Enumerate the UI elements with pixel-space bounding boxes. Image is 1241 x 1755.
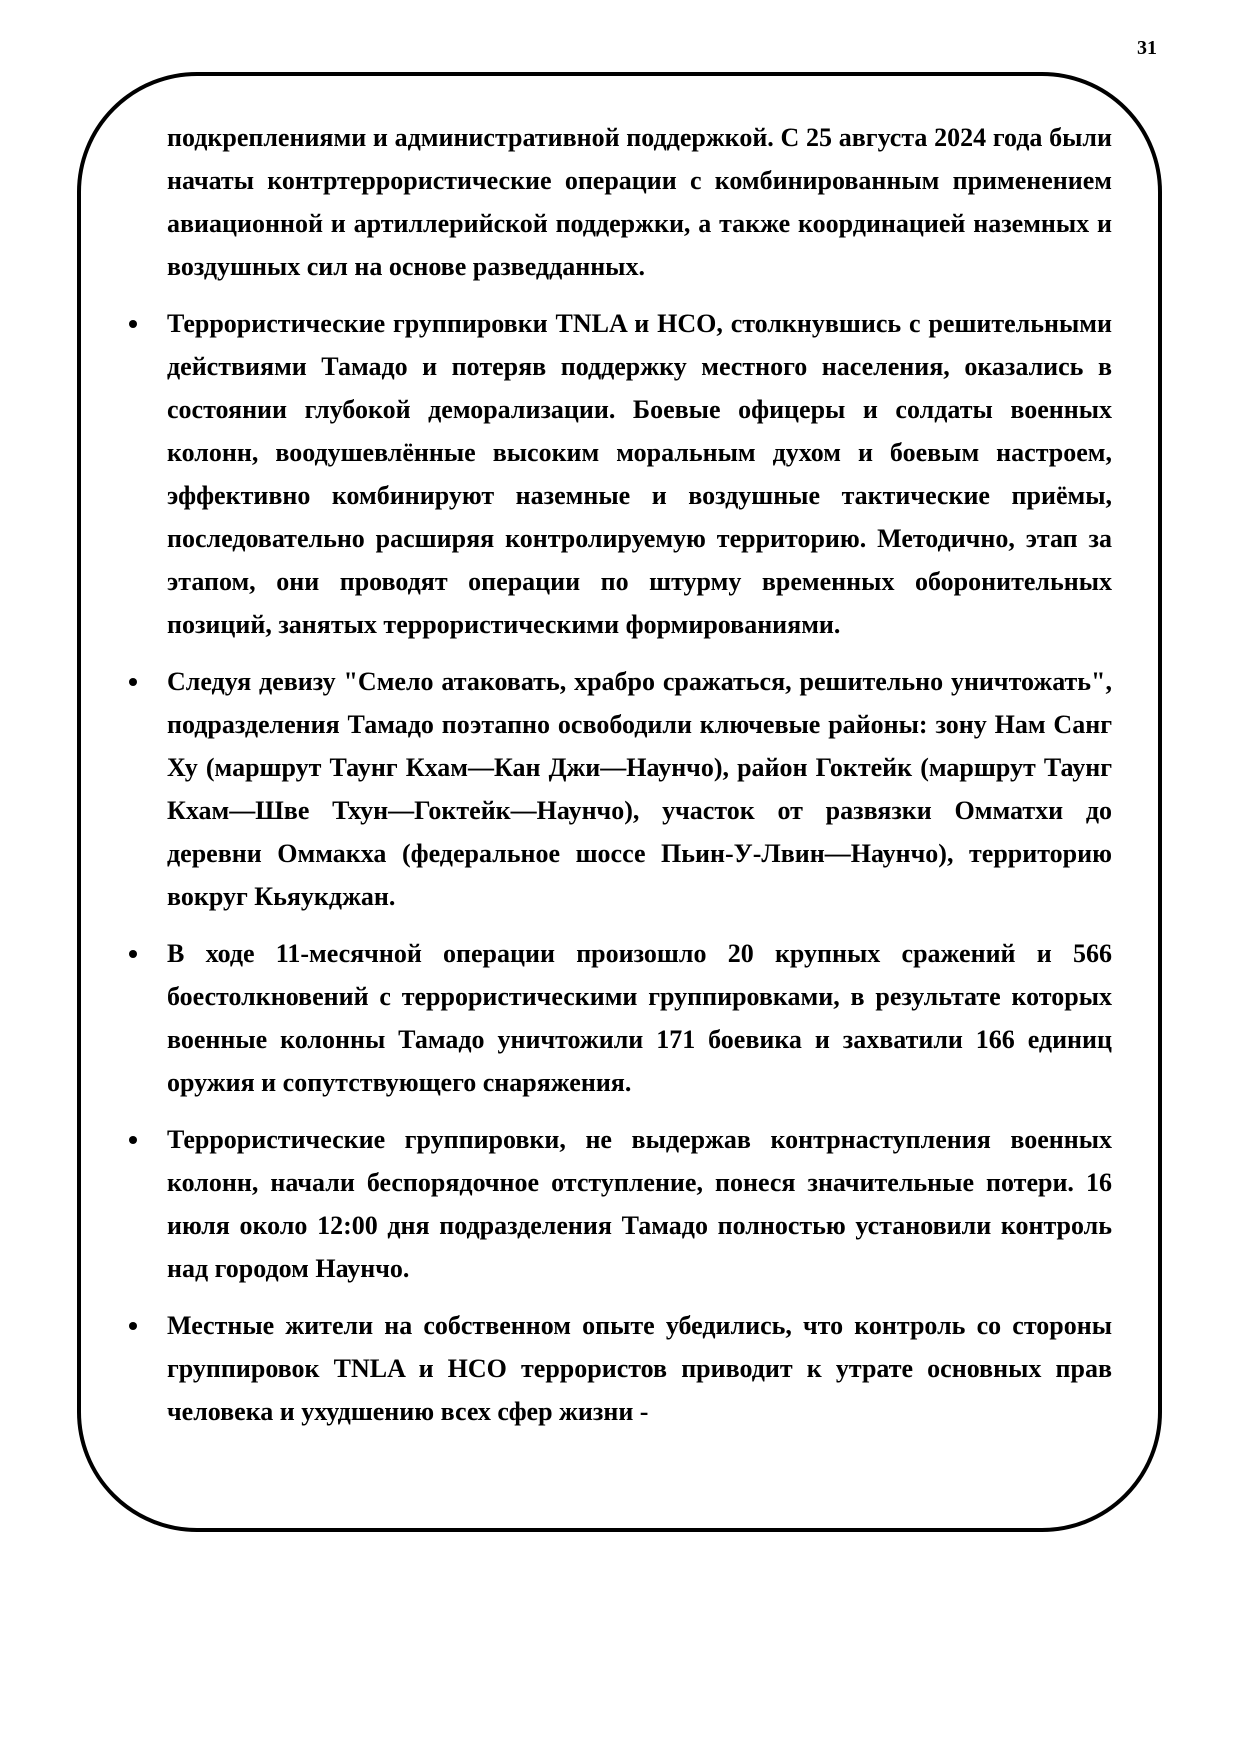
bullet-list xyxy=(167,302,1112,1433)
bullet-dot-icon xyxy=(129,950,137,958)
list-item-text: Террористические группировки TNLA и НСО, столкнувшись с решительными действиями Тамадо и потеряв поддержку местного населения, оказались в состоянии глубокой деморализации. Боевые офицеры и солдаты военных колонн, воодушевлённые высоким моральным духом и боевым настроем, эффективно комбинируют наземные и воздушные тактические приёмы, последовательно расширяя контролируемую территорию. Методично, этап за этапом, они проводят операции по штурму временных оборонительных позиций, занятых террористическими формированиями. xyxy=(167,309,1112,639)
frame-content xyxy=(167,116,1112,1447)
bullet-dot-icon xyxy=(129,1136,137,1144)
list-item xyxy=(167,302,1112,646)
list-item-text: В ходе 11-месячной операции произошло 20 крупных сражений и 566 боестолкновений с террористическими группировками, в результате которых военные колонны Тамадо уничтожили 171 боевика и захватили 166 единиц оружия и сопутствующего снаряжения. xyxy=(167,939,1112,1097)
list-item-text: Террористические группировки, не выдержав контрнаступления военных колонн, начали беспорядочное отступление, понеся значительные потери. 16 июля около 12:00 дня подразделения Тамадо полностью установили контроль над городом Наунчо. xyxy=(167,1125,1112,1283)
rounded-text-frame xyxy=(77,72,1162,1532)
intro-paragraph: подкреплениями и административной поддержкой. С 25 августа 2024 года были начаты контртеррористические операции с комбинированным применением авиационной и артиллерийской поддержки, а также координацией наземных и воздушных сил на основе разведданных. xyxy=(167,123,1112,281)
list-item xyxy=(167,660,1112,918)
list-item xyxy=(167,1118,1112,1290)
bullet-dot-icon xyxy=(129,320,137,328)
list-item-text: Местные жители на собственном опыте убедились, что контроль со стороны группировок TNLA и НСО террористов приводит к утрате основных прав человека и ухудшению всех сфер жизни - xyxy=(167,1311,1112,1426)
bullet-dot-icon xyxy=(129,1322,137,1330)
page-number: 31 xyxy=(1137,37,1157,59)
bullet-dot-icon xyxy=(129,678,137,686)
list-item xyxy=(167,932,1112,1104)
list-item xyxy=(167,1304,1112,1433)
list-item-text: Следуя девизу "Смело атаковать, храбро сражаться, решительно уничтожать", подразделения Тамадо поэтапно освободили ключевые районы: зону Нам Санг Ху (маршрут Таунг Кхам—Кан Джи—Наунчо), район Гоктейк (маршрут Таунг Кхам—Шве Тхун—Гоктейк—Наунчо), участок от развязки Омматхи до деревни Оммакха (федеральное шоссе Пьин-У-Лвин—Наунчо), территорию вокруг Кьяукджан. xyxy=(167,667,1112,911)
